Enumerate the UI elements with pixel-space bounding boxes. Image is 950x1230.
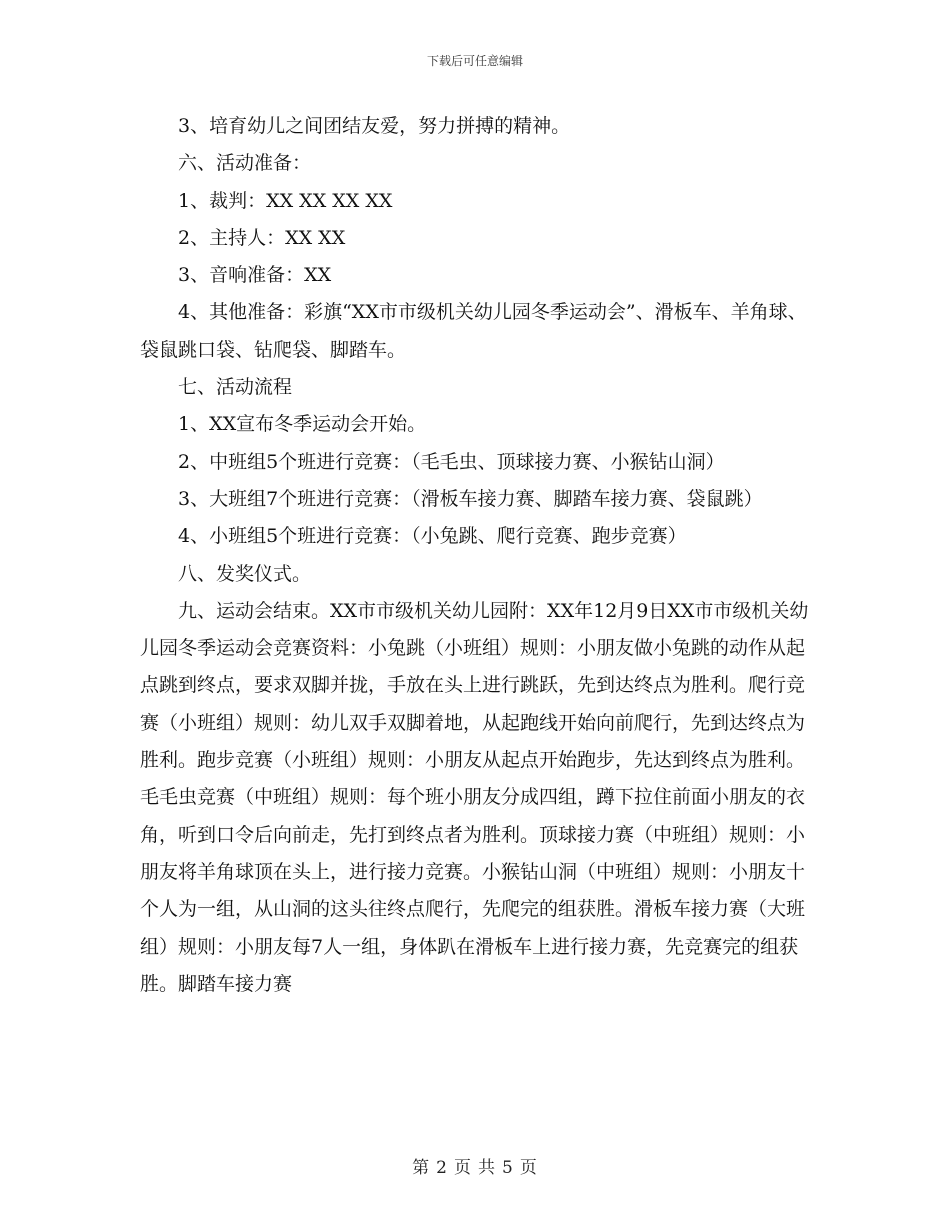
footer-gong: 共 [478, 1158, 496, 1178]
footer-total-pages: 5 [502, 1158, 514, 1178]
paragraph: 3、音响准备：XX [178, 264, 332, 287]
footer-ye-end: 页 [519, 1158, 538, 1178]
footer-di: 第 [412, 1158, 431, 1178]
paragraph: 3、大班组7个班进行竞赛：（滑板车接力赛、脚踏车接力赛、袋鼠跳） [178, 487, 763, 510]
section-heading: 八、发奖仪式。 [178, 562, 312, 585]
paragraph: 3、培育幼儿之间团结友爱，努力拼搏的精神。 [178, 115, 571, 137]
footer-page-number: 2 [436, 1158, 448, 1178]
page-footer [0, 1153, 950, 1178]
paragraph: 1、XX宣布冬季运动会开始。 [178, 413, 427, 436]
footer-ye: 页 [454, 1158, 472, 1178]
paragraph: 4、其他准备：彩旗“XX市市级机关幼儿园冬季运动会”、滑板车、羊角球、袋鼠跳口袋、钻爬袋、脚踏车。 [140, 301, 807, 361]
paragraph: 4、小班组5个班进行竞赛：（小兔跳、爬行竞赛、跑步竞赛） [178, 525, 687, 548]
paragraph: 2、主持人：XX XX [178, 226, 346, 249]
section-heading: 六、活动准备： [178, 152, 312, 175]
document-body [140, 108, 810, 1003]
paragraph: 九、运动会结束。XX市市级机关幼儿园附：XX年12月9日XX市市级机关幼儿园冬季运动会竞赛资料：小兔跳（小班组）规则：小朋友做小兔跳的动作从起点跳到终点，要求双脚并拢，手放在头上进行跳跃，先到达终点为胜利。爬行竞赛（小班组）规则：幼儿双手双脚着地，从起跑线开始向前爬行，先到达终点为胜利。跑步竞赛（小班组）规则：小朋友从起点开始跑步，先达到终点为胜利。毛毛虫竞赛（中班组）规则：每个班小朋友分成四组，蹲下拉住前面小朋友的衣角，听到口令后向前走，先打到终点者为胜利。顶球接力赛（中班组）规则：小朋友将羊角球顶在头上，进行接力竞赛。小猴钻山洞（中班组）规则：小朋友十个人为一组，从山洞的这头往终点爬行，先爬完的组获胜。滑板车接力赛（大班组）规则：小朋友每7人一组，身体趴在滑板车上进行接力赛，先竞赛完的组获胜。脚踏车接力赛 [140, 599, 809, 995]
paragraph: 1、裁判：XX XX XX XX [178, 189, 393, 212]
page-header: 下载后可任意编辑 [426, 54, 523, 68]
paragraph: 2、中班组5个班进行竞赛：（毛毛虫、顶球接力赛、小猴钻山洞） [178, 450, 725, 473]
section-heading: 七、活动流程 [178, 376, 293, 399]
